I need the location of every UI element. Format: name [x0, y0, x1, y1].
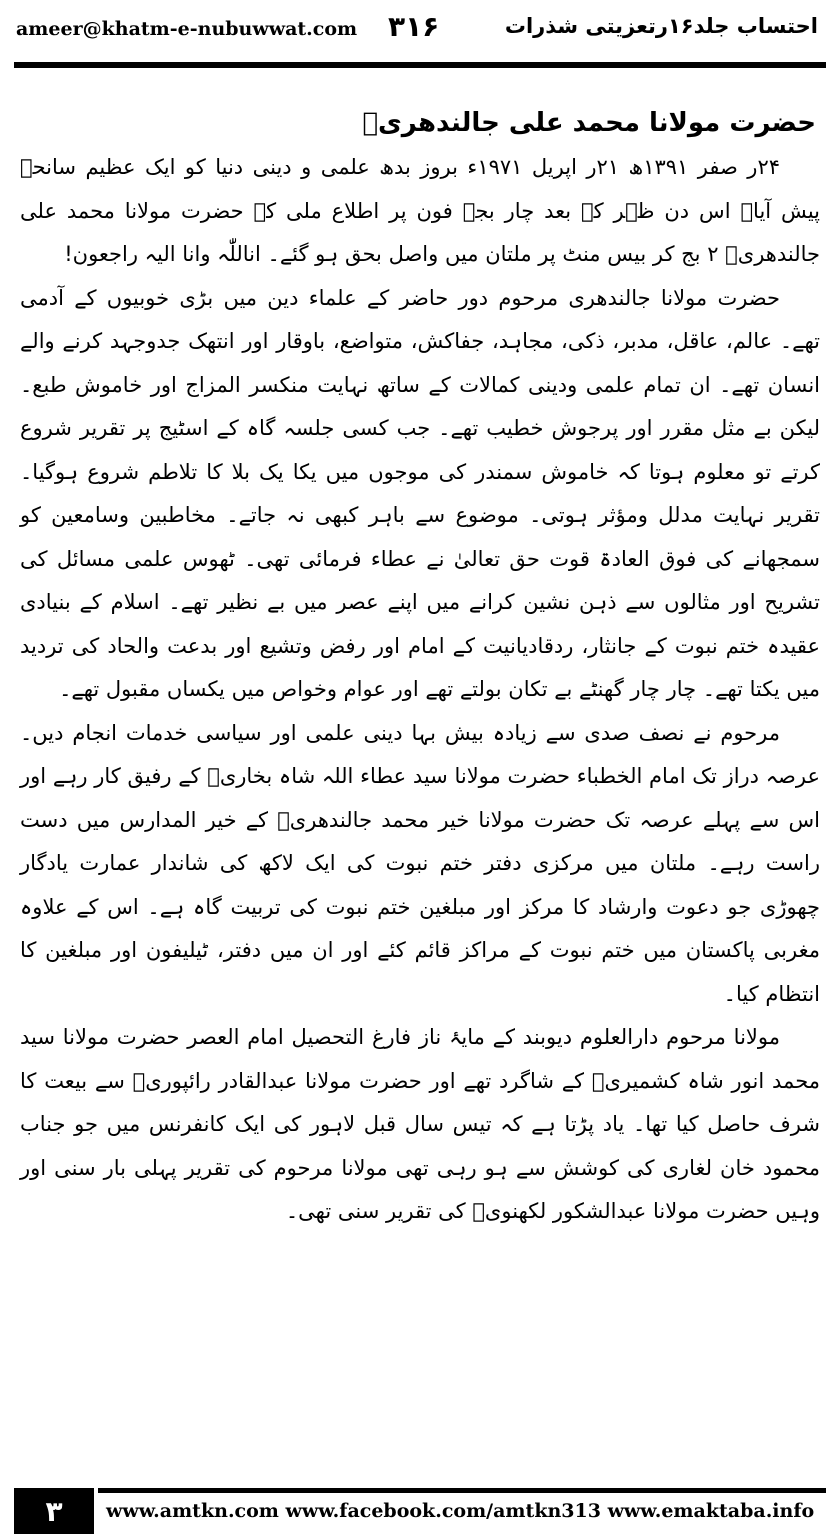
header-email: ameer@khatm-e-nubuwwat.com	[16, 18, 358, 40]
article-body	[20, 100, 820, 1440]
footer-page-marker: ۳	[14, 1488, 94, 1534]
paragraph: ۲۴ر صفر ۱۳۹۱ھ ۲۱ر اپریل ۱۹۷۱ء بروز بدھ علمی و دینی دنیا کو ایک عظیم سانحہ پیش آیا۔ اس دن ظہر کے بعد چار بجے فون پر اطلاع ملی کہ حضرت مولانا محمد علی جالندھریؒ ۲ بج کر بیس منٹ پر ملتان میں واصل بحق ہو گئے۔ اناللّٰہ وانا الیہ راجعون!	[20, 155, 820, 266]
page-header	[14, 10, 822, 60]
paragraph: مرحوم نے نصف صدی سے زیادہ بیش بہا دینی علمی اور سیاسی خدمات انجام دیں۔ عرصہ دراز تک امام الخطباء حضرت مولانا سید عطاء اللہ شاہ بخاریؒ کے رفیق کار رہے اور اس سے پہلے عرصہ تک حضرت مولانا خیر محمد جالندھریؒ کے خیر المدارس میں دست راست رہے۔ ملتان میں مرکزی دفتر ختم نبوت کی ایک لاکھ کی شاندار عمارت یادگار چھوڑی جو دعوت وارشاد کا مرکز اور مبلغین ختم نبوت کی تربیت گاہ ہے۔ اس کے علاوہ مغربی پاکستان میں ختم نبوت کے مراکز قائم کئے اور ان میں دفتر، ٹیلیفون اور مبلغین کا انتظام کیا۔	[20, 720, 820, 1006]
page-footer	[14, 1488, 826, 1534]
paragraph: مولانا مرحوم دارالعلوم دیوبند کے مایۂ ناز فارغ التحصیل امام العصر حضرت مولانا سید محمد انور شاہ کشمیریؒ کے شاگرد تھے اور حضرت مولانا عبدالقادر رائپوریؒ سے بیعت کا شرف حاصل کیا تھا۔ یاد پڑتا ہے کہ تیس سال قبل لاہور کی ایک کانفرنس میں جو جناب محمود خان لغاری کی کوشش سے ہو رہی تھی مولانا مرحوم کی تقریر پہلی بار سنی اور وہیں حضرت مولانا عبدالشکور لکھنویؒ کی تقریر سنی تھی۔	[20, 1025, 820, 1223]
header-page-number: ۳۱۶	[388, 10, 440, 43]
footer-rule	[98, 1488, 826, 1493]
footer-links: www.amtkn.com www.facebook.com/amtkn313 www.emaktaba.info	[106, 1500, 815, 1522]
paragraph: حضرت مولانا جالندھری مرحوم دور حاضر کے علماء دین میں بڑی خوبیوں کے آدمی تھے۔ عالم، عاقل، مدبر، ذکی، مجاہد، جفاکش، متواضع، باوقار اور انتھک جدوجہد کرنے والے انسان تھے۔ ان تمام علمی ودینی کمالات کے ساتھ نہایت منکسر المزاج اور خاموش طبع۔ لیکن بے مثل مقرر اور پرجوش خطیب تھے۔ جب کسی جلسہ گاہ کے اسٹیج پر تقریر شروع کرتے تو معلوم ہوتا کہ خاموش سمندر کی موجوں میں یکا یک بلا کا تلاطم شروع ہوگیا۔ تقریر نہایت مدلل ومؤثر ہوتی۔ موضوع سے باہر کبھی نہ جاتے۔ مخاطبین وسامعین کو سمجھانے کی فوق العادۃ قوت حق تعالیٰ نے عطاء فرمائی تھی۔ ٹھوس علمی مسائل کی تشریح اور مثالوں سے ذہن نشین کرانے میں اپنے عصر میں بے نظیر تھے۔ اسلام کے بنیادی عقیدہ ختم نبوت کے جانثار، ردقادیانیت کے امام اور رفض وتشیع اور بدعت والحاد کی تردید میں یکتا تھے۔ چار چار گھنٹے بے تکان بولتے تھے اور عوام وخواص میں یکساں مقبول تھے۔	[20, 285, 820, 701]
header-book-title: احتساب جلد۱۶رتعزیتی شذرات	[504, 14, 818, 38]
header-rule	[14, 62, 826, 68]
article-heading: حضرت مولانا محمد علی جالندھریؒ	[362, 108, 816, 138]
